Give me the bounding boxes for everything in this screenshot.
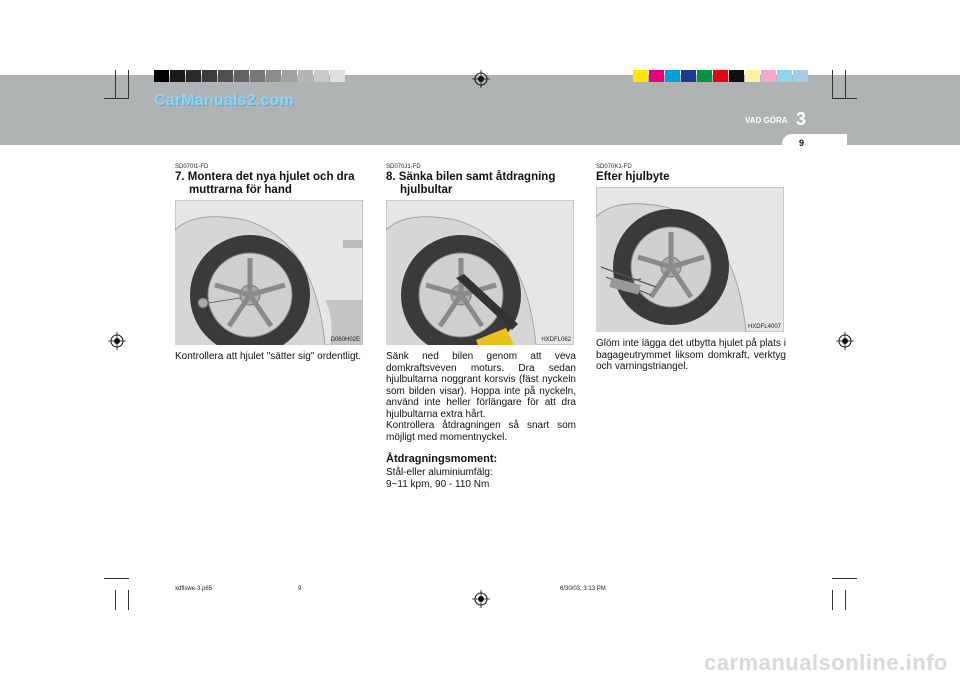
color-swatch <box>298 70 313 82</box>
crop-mark <box>832 70 833 98</box>
color-swatch <box>330 70 345 82</box>
wheel-wrench-illustration <box>386 200 574 345</box>
color-swatch <box>633 70 648 82</box>
grayscale-bar <box>154 70 346 82</box>
wheel-tools-illustration <box>596 187 784 332</box>
registration-mark-icon <box>472 590 490 608</box>
section-code: SD070I1-FD <box>175 164 209 170</box>
after-change-figure <box>596 187 784 332</box>
crop-mark <box>115 70 116 98</box>
section-body <box>386 351 576 443</box>
section-heading <box>175 171 365 197</box>
section-after-change <box>596 164 786 373</box>
page-tab <box>782 134 847 154</box>
section-heading <box>596 171 786 184</box>
color-swatch <box>170 70 185 82</box>
registration-mark-icon <box>472 70 490 88</box>
crop-mark <box>845 70 846 98</box>
color-bar <box>633 70 809 82</box>
color-swatch <box>266 70 281 82</box>
heading-line: 8. Sänka bilen samt åtdragning <box>386 171 556 183</box>
body-paragraph: Sänk ned bilen genom att veva domkraftsveven moturs. Dra sedan hjulbultarna noggrant korsvis (fäst nyckeln som bilden visar). Hoppa inte på nyckeln, använd inte heller förlängare för att dra hjulbultarna extra hårt. <box>386 351 576 420</box>
crop-mark <box>832 578 857 579</box>
color-swatch <box>777 70 792 82</box>
crop-mark <box>832 590 833 610</box>
file-name: xdflswe-3.p65 <box>175 586 213 592</box>
wheel-illustration <box>175 200 363 345</box>
section-heading <box>386 171 576 197</box>
heading-line: 7. Montera det nya hjulet och dra <box>175 171 355 183</box>
color-swatch <box>793 70 808 82</box>
section-8 <box>386 164 576 490</box>
lowering-figure <box>386 200 574 345</box>
spec-line: Stål-eller aluminiumfälg: <box>386 467 493 478</box>
section-7 <box>175 164 365 363</box>
color-swatch <box>697 70 712 82</box>
color-swatch <box>234 70 249 82</box>
registration-mark-icon <box>108 332 126 350</box>
figure-code: HXDFL4007 <box>747 324 781 330</box>
torque-spec <box>386 467 576 490</box>
color-swatch <box>665 70 680 82</box>
heading-line: Efter hjulbyte <box>596 171 670 183</box>
section-body: Kontrollera att hjulet "sätter sig" ordentligt. <box>175 351 362 362</box>
site-logo[interactable]: CarManuals2.com <box>154 92 294 109</box>
section-code: SD070J1-FD <box>386 164 421 170</box>
torque-heading: Åtdragningsmoment: <box>386 453 498 465</box>
color-swatch <box>713 70 728 82</box>
watermark-band <box>0 648 960 678</box>
section-label: VAD GÖRA <box>745 116 788 125</box>
body-paragraph: Kontrollera åtdragningen så snart som möjligt med momentnyckel. <box>386 420 576 443</box>
crop-mark <box>832 98 857 99</box>
crop-mark <box>104 578 129 579</box>
watermark-text: carmanualsonline.info <box>704 650 948 675</box>
registration-mark-icon <box>836 332 854 350</box>
wheel-mount-figure <box>175 200 363 345</box>
color-swatch <box>202 70 217 82</box>
figure-code: HXDFL062 <box>541 337 571 343</box>
color-swatch <box>250 70 265 82</box>
footer-date: 6/30/03, 3:13 PM <box>560 586 606 592</box>
crop-mark <box>104 98 129 99</box>
crop-mark <box>115 590 116 610</box>
section-body: Glöm inte lägga det utbytta hjulet på plats i bagageutrymmet liksom domkraft, verktyg och varningstriangel. <box>596 338 786 372</box>
section-number: 3 <box>796 109 807 129</box>
crop-mark <box>128 70 129 98</box>
crop-mark <box>845 590 846 610</box>
color-swatch <box>761 70 776 82</box>
footer-page: 9 <box>298 586 302 592</box>
color-swatch <box>282 70 297 82</box>
spec-line: 9~11 kpm, 90 - 110 Nm <box>386 478 490 490</box>
crop-mark <box>128 590 129 610</box>
page-number: 9 <box>799 138 805 148</box>
color-swatch <box>649 70 664 82</box>
color-swatch <box>154 70 169 82</box>
color-swatch <box>681 70 696 82</box>
color-swatch <box>729 70 744 82</box>
section-code: SD070K1-FD <box>596 164 632 170</box>
figure-code: D060H02E <box>330 337 360 343</box>
color-swatch <box>186 70 201 82</box>
color-swatch <box>314 70 329 82</box>
color-swatch <box>218 70 233 82</box>
heading-line: muttrarna för hand <box>189 184 292 196</box>
heading-line: hjulbultar <box>400 184 453 196</box>
color-swatch <box>745 70 760 82</box>
